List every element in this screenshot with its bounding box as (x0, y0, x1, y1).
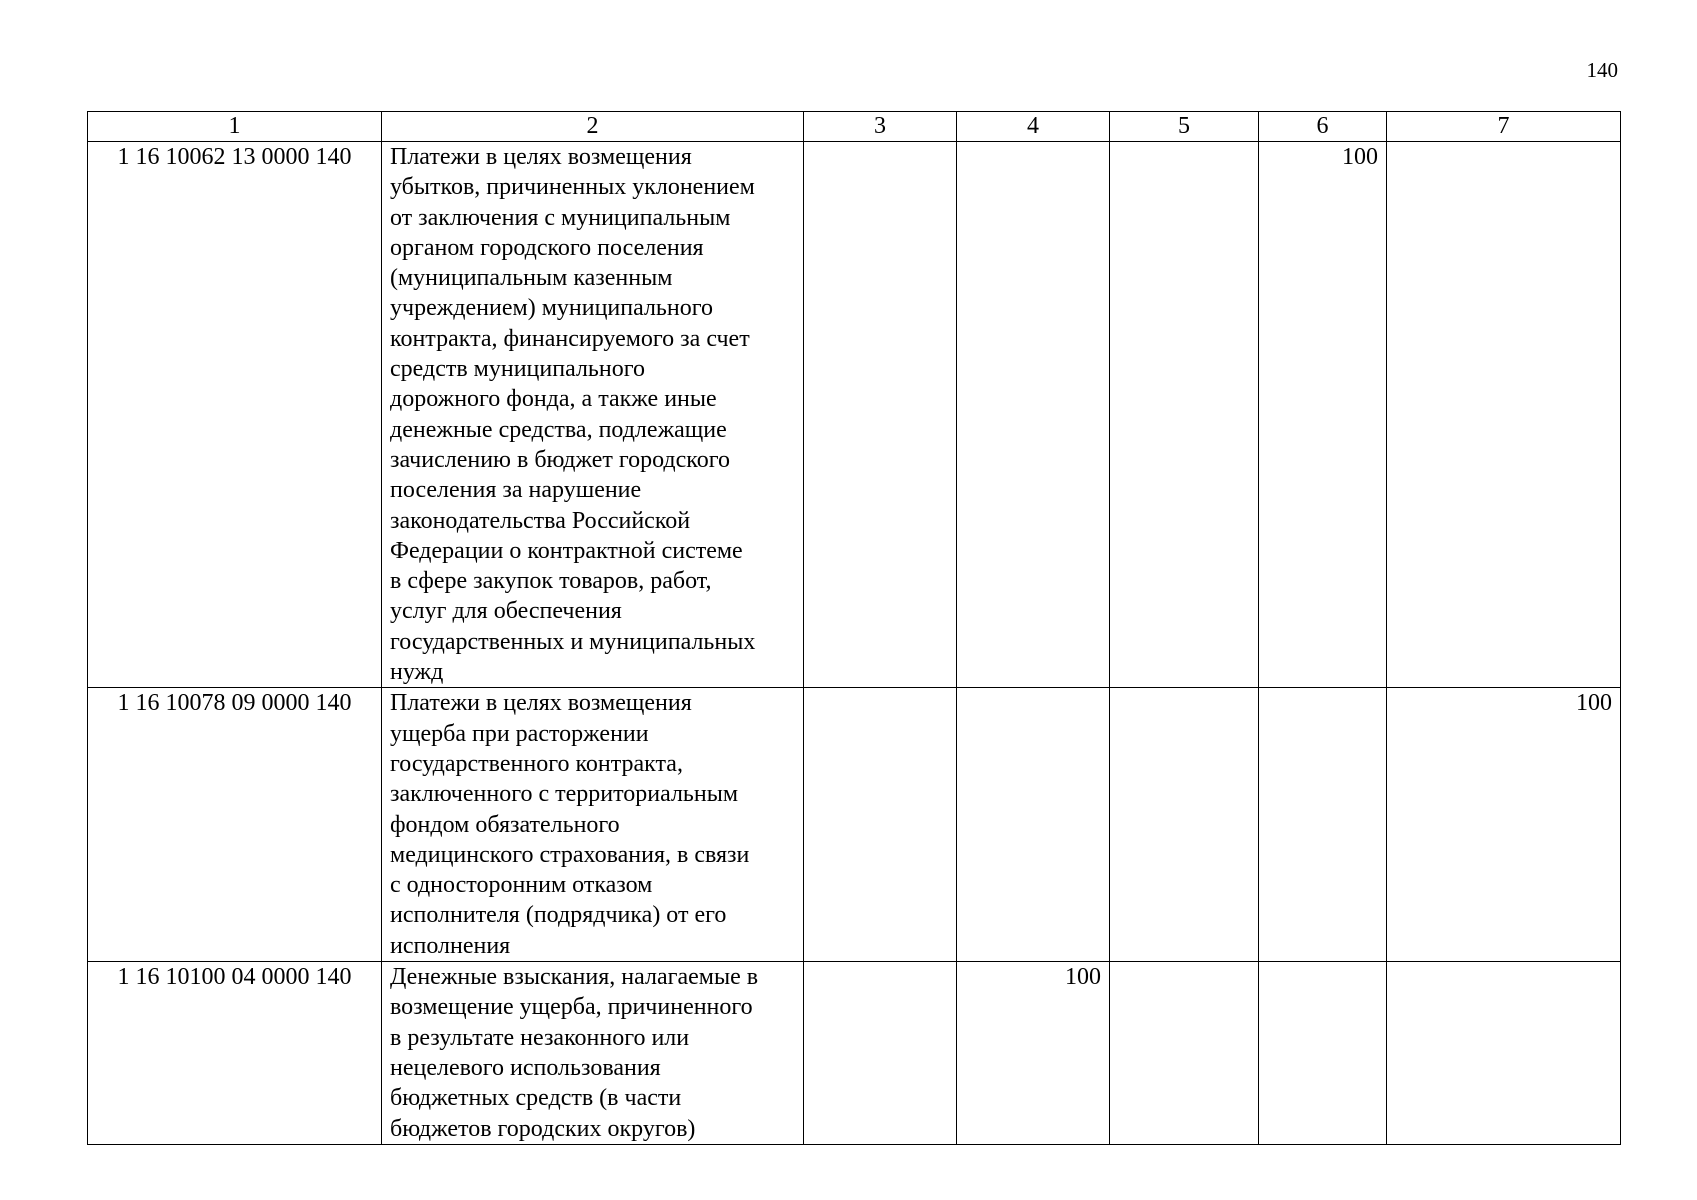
value-cell-col-7: 100 (1387, 688, 1621, 962)
description-line: возмещение ущерба, причиненного (390, 994, 753, 1021)
description-line: государственного контракта, (390, 750, 683, 777)
budget-code-cell: 1 16 10062 13 0000 140 (88, 142, 382, 688)
description-line: исполнителя (подрядчика) от его (390, 902, 727, 929)
description-line: поселения за нарушение (390, 477, 642, 504)
value-cell-col-7 (1387, 962, 1621, 1145)
description-line: зачислению в бюджет городского (390, 446, 730, 473)
description-line: медицинского страхования, в связи (390, 841, 750, 868)
description-line: денежные средства, подлежащие (390, 416, 727, 443)
value-cell-col-3 (804, 142, 957, 688)
description-line: (муниципальным казенным (390, 265, 673, 292)
description-cell (382, 688, 804, 962)
column-header: 3 (804, 112, 957, 142)
description-line: нецелевого использования (390, 1054, 661, 1081)
column-header: 7 (1387, 112, 1621, 142)
value-cell-col-5 (1110, 688, 1259, 962)
description-line: фондом обязательного (390, 811, 620, 838)
column-header: 6 (1259, 112, 1387, 142)
budget-code-cell: 1 16 10100 04 0000 140 (88, 962, 382, 1145)
description-line: Федерации о контрактной системе (390, 537, 743, 564)
description-line: учреждением) муниципального (390, 295, 713, 322)
description-cell (382, 962, 804, 1145)
budget-table (87, 111, 1621, 1145)
value-cell-col-7 (1387, 142, 1621, 688)
value-cell-col-4 (957, 142, 1110, 688)
header-row (88, 112, 1621, 142)
column-header: 4 (957, 112, 1110, 142)
description-line: Платежи в целях возмещения (390, 144, 692, 170)
description-line: Денежные взыскания, налагаемые в (390, 964, 759, 991)
description-line: средств муниципального (390, 356, 645, 383)
description-line: исполнения (390, 932, 511, 959)
value-cell-col-4: 100 (957, 962, 1110, 1145)
description-line: услуг для обеспечения (390, 598, 622, 625)
description-line: бюджетов городских округов) (390, 1115, 696, 1142)
column-header: 2 (382, 112, 804, 142)
budget-code-cell: 1 16 10078 09 0000 140 (88, 688, 382, 962)
value-cell-col-6 (1259, 962, 1387, 1145)
description-line: убытков, причиненных уклонением (390, 174, 755, 201)
value-cell-col-5 (1110, 962, 1259, 1145)
table-row (88, 142, 1621, 688)
value-cell-col-4 (957, 688, 1110, 962)
description-line: заключенного с территориальным (390, 781, 739, 808)
table-row (88, 688, 1621, 962)
description-line: дорожного фонда, а также иные (390, 386, 717, 413)
description-line: в сфере закупок товаров, работ, (390, 568, 712, 595)
description-line: Платежи в целях возмещения (390, 690, 692, 717)
description-line: ущерба при расторжении (390, 720, 649, 747)
value-cell-col-3 (804, 962, 957, 1145)
value-cell-col-3 (804, 688, 957, 962)
description-line: в результате незаконного или (390, 1024, 690, 1051)
column-header: 5 (1110, 112, 1259, 142)
page-number: 140 (1586, 58, 1618, 82)
description-line: от заключения с муниципальным (390, 204, 731, 231)
value-cell-col-6 (1259, 688, 1387, 962)
description-line: с односторонним отказом (390, 872, 653, 899)
description-cell (382, 142, 804, 688)
value-cell-col-5 (1110, 142, 1259, 688)
column-header: 1 (88, 112, 382, 142)
description-line: контракта, финансируемого за счет (390, 325, 750, 352)
description-line: нужд (390, 659, 444, 686)
value-cell-col-6: 100 (1259, 142, 1387, 688)
description-line: органом городского поселения (390, 234, 704, 261)
description-line: бюджетных средств (в части (390, 1085, 682, 1112)
description-line: законодательства Российской (390, 507, 691, 534)
description-line: государственных и муниципальных (390, 628, 756, 655)
table-row (88, 962, 1621, 1145)
